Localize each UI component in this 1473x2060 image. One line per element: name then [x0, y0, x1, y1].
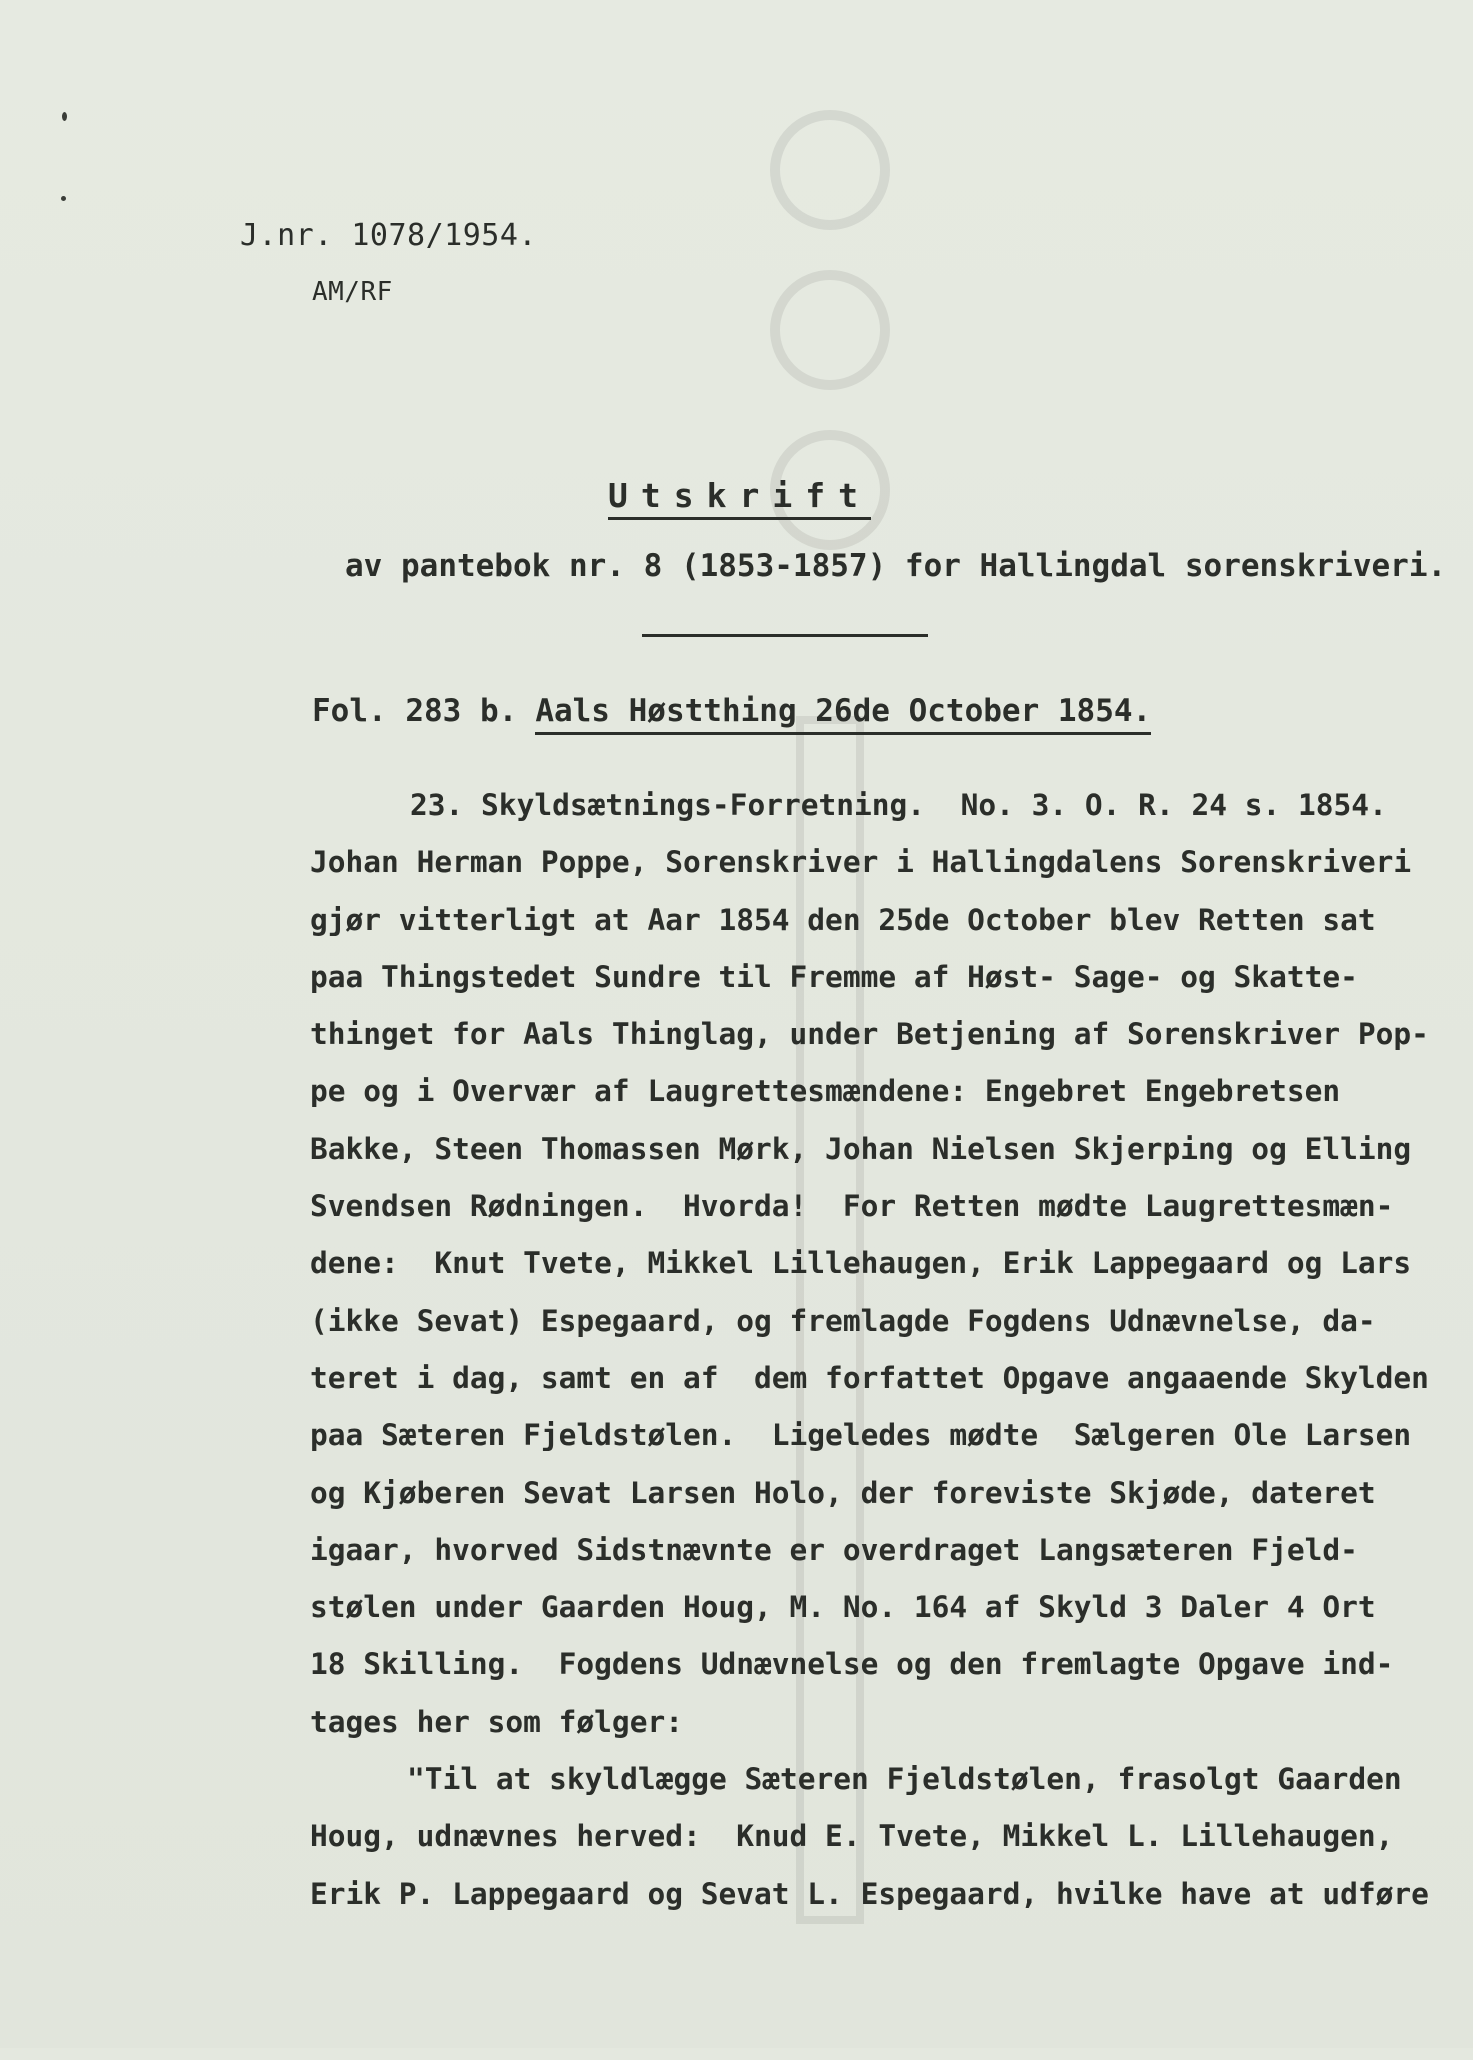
body-line: igaar, hvorved Sidstnævnte er overdraget Langsæteren Fjeld- [310, 1532, 1358, 1567]
body-line: pe og i Overvær af Laugrettesmændene: Engebret Engebretsen [310, 1074, 1341, 1109]
journal-number: J.nr. 1078/1954. [240, 218, 537, 253]
body-line: paa Thingstedet Sundre til Fremme af Høst- Sage- og Skatte- [310, 959, 1358, 994]
document-subtitle: av pantebok nr. 8 (1853-1857) for Hallingdal sorenskriveri. [345, 548, 1447, 584]
body-line: gjør vitterligt at Aar 1854 den 25de October blev Retten sat [310, 902, 1376, 937]
body-line: "Til at skyldlægge Sæteren Fjeldstølen, frasolgt Gaarden [336, 1762, 1402, 1797]
body-line: Bakke, Steen Thomassen Mørk, Johan Nielsen Skjerping og Elling [310, 1131, 1412, 1166]
body-line: 23. Skyldsætnings-Forretning. No. 3. O. R. 24 s. 1854. [410, 788, 1387, 822]
body-line: Johan Herman Poppe, Sorenskriver i Hallingdalens Sorenskriveri [310, 845, 1412, 880]
body-line: teret i dag, samt en af dem forfattet Opgave angaaende Skylden [310, 1360, 1429, 1395]
document-title-text: Utskrift [608, 476, 871, 520]
body-line: dene: Knut Tvete, Mikkel Lillehaugen, Erik Lappegaard og Lars [310, 1246, 1412, 1281]
folio-number: Fol. 283 b. [312, 693, 518, 729]
body-line: og Kjøberen Sevat Larsen Holo, der foreviste Skjøde, dateret [310, 1475, 1376, 1510]
court-session: Aals Høstthing 26de October 1854. [535, 693, 1151, 735]
body-line: paa Sæteren Fjeldstølen. Ligeledes mødte Sælgeren Ole Larsen [310, 1418, 1412, 1453]
punch-mark-top [62, 112, 67, 121]
body-line: (ikke Sevat) Espegaard, og fremlagde Fogdens Udnævnelse, da- [310, 1303, 1376, 1338]
body-line: Svendsen Rødningen. Hvorda! For Retten mødte Laugrettesmæn- [310, 1189, 1394, 1224]
initials: AM/RF [312, 277, 393, 307]
punch-mark-bottom [61, 196, 66, 201]
body-text [310, 777, 1428, 1923]
document-title [0, 476, 1473, 515]
divider-rule [642, 634, 928, 637]
body-line: tages her som følger: [310, 1704, 683, 1739]
body-line: Houg, udnævnes herved: Knud E. Tvete, Mikkel L. Lillehaugen, [310, 1819, 1394, 1854]
body-line: stølen under Gaarden Houg, M. No. 164 af Skyld 3 Daler 4 Ort [310, 1590, 1376, 1625]
body-line: thinget for Aals Thinglag, under Betjening af Sorenskriver Pop- [310, 1017, 1429, 1052]
folio-line [312, 693, 1151, 729]
body-line: 18 Skilling. Fogdens Udnævnelse og den fremlagte Opgave ind- [310, 1647, 1394, 1682]
body-line: Erik P. Lappegaard og Sevat L. Espegaard, hvilke have at udføre [310, 1876, 1429, 1911]
